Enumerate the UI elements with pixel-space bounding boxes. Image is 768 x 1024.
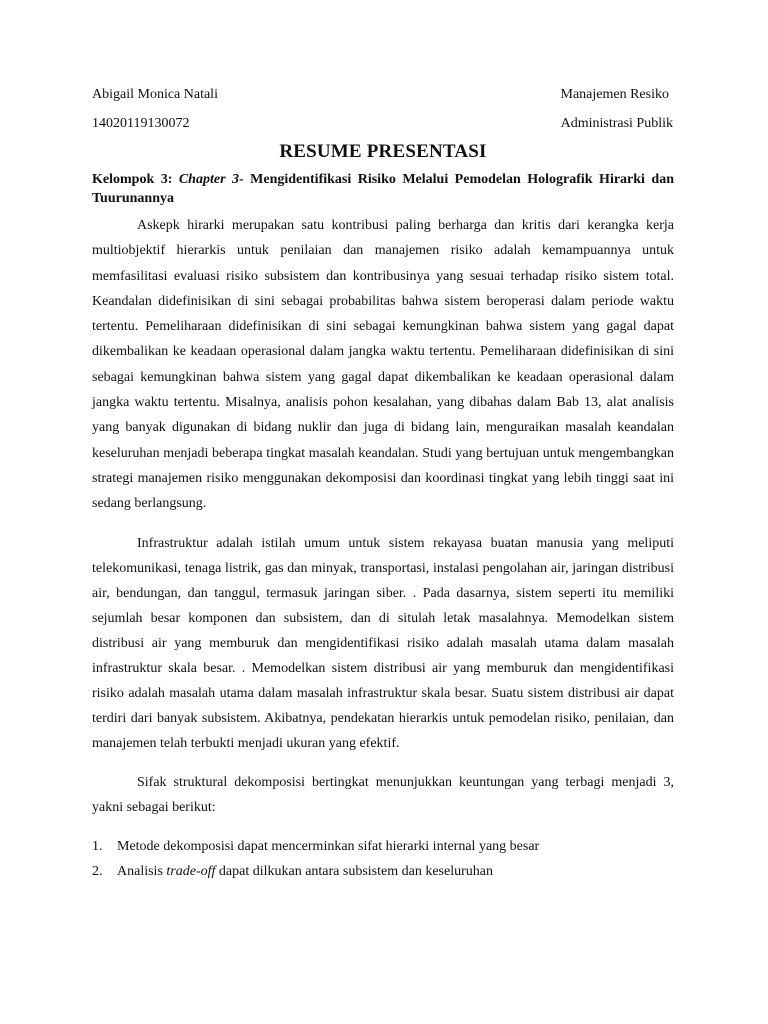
list-item-text — [117, 859, 493, 884]
student-id: 14020119130072 — [92, 116, 190, 131]
group-heading — [92, 170, 674, 208]
chapter-topic: - Mengidentifikasi Risiko Melalui Pemodelan Holografik Hirarki dan Tuurunannya — [92, 172, 674, 206]
document-body — [92, 86, 674, 884]
group-label: Kelompok 3: — [92, 172, 179, 187]
list-item-text-prefix: Analisis — [117, 863, 167, 879]
list-item-emphasis: trade-off — [166, 863, 216, 879]
list-item — [92, 834, 674, 859]
document-title: RESUME PRESENTASI — [279, 141, 487, 162]
paragraph-1: Askepk hirarki merupakan satu kontribusi paling berharga dan kritis dari kerangka kerja multiobjektif hierarkis untuk penilaian dan manajemen risiko adalah kemampuannya untuk memfasilitasi evaluasi risiko subsistem dan kontribusinya yang sesuai terhadap risiko sistem total. Keandalan didefinisikan di sini sebagai probabilitas bahwa sistem beroperasi dalam periode waktu tertentu. Pemeliharaan didefinisikan di sini sebagai kemungkinan bahwa sistem yang gagal dapat dikembalikan ke keadaan operasional dalam jangka waktu tertentu. Pemeliharaan didefinisikan di sini sebagai kemungkinan bahwa sistem yang gagal dapat dikembalikan ke keadaan operasional dalam jangka waktu tertentu. Misalnya, analisis pohon kesalahan, yang dibahas dalam Bab 13, alat analisis yang banyak digunakan di bidang nuklir dan juga di bidang lain, menguraikan masalah keandalan keseluruhan menjadi beberapa tingkat masalah keandalan. Studi yang bertujuan untuk mengembangkan strategi manajemen risiko menggunakan dekomposisi dan koordinasi tingkat yang lebih tinggi saat ini sedang berlangsung. — [92, 218, 674, 512]
list-item-number: 1. — [92, 838, 103, 854]
chapter-label: Chapter 3 — [178, 172, 239, 187]
paragraph-2: Infrastruktur adalah istilah umum untuk sistem rekayasa buatan manusia yang meliputi telekomunikasi, tenaga listrik, gas dan minyak, transportasi, instalasi pengolahan air, jaringan distribusi air, bendungan, dan tanggul, termasuk jaringan siber. . Pada dasarnya, sistem seperti itu memiliki sejumlah besar komponen dan subsistem, dan di situlah letak masalahnya. Memodelkan sistem distribusi air yang memburuk dan mengidentifikasi risiko adalah masalah utama dalam masalah infrastruktur skala besar. . Memodelkan sistem distribusi air yang memburuk dan mengidentifikasi risiko adalah masalah utama dalam masalah infrastruktur skala besar. Suatu sistem distribusi air dapat terdiri dari banyak subsistem. Akibatnya, pendekatan hierarkis untuk pemodelan risiko, penilaian, dan manajemen telah terbukti menjadi ukuran yang efektif. — [92, 535, 674, 751]
list-item — [92, 859, 674, 884]
header-row-2 — [92, 115, 674, 133]
list-item-text: Metode dekomposisi dapat mencerminkan sifat hierarki internal yang besar — [117, 838, 540, 854]
advantages-list — [92, 834, 674, 884]
paragraph-3: Sifak struktural dekomposisi bertingkat menunjukkan keuntungan yang terbagi menjadi 3, yakni sebagai berikut: — [92, 774, 674, 815]
list-item-number: 2. — [92, 863, 103, 879]
course-name: Manajemen Resiko — [560, 87, 669, 102]
author-name: Abigail Monica Natali — [92, 87, 218, 102]
list-item-text-suffix: dapat dilkukan antara subsistem dan keseluruhan — [215, 863, 493, 879]
header-row-1 — [92, 86, 674, 104]
department-name: Administrasi Publik — [560, 116, 673, 131]
